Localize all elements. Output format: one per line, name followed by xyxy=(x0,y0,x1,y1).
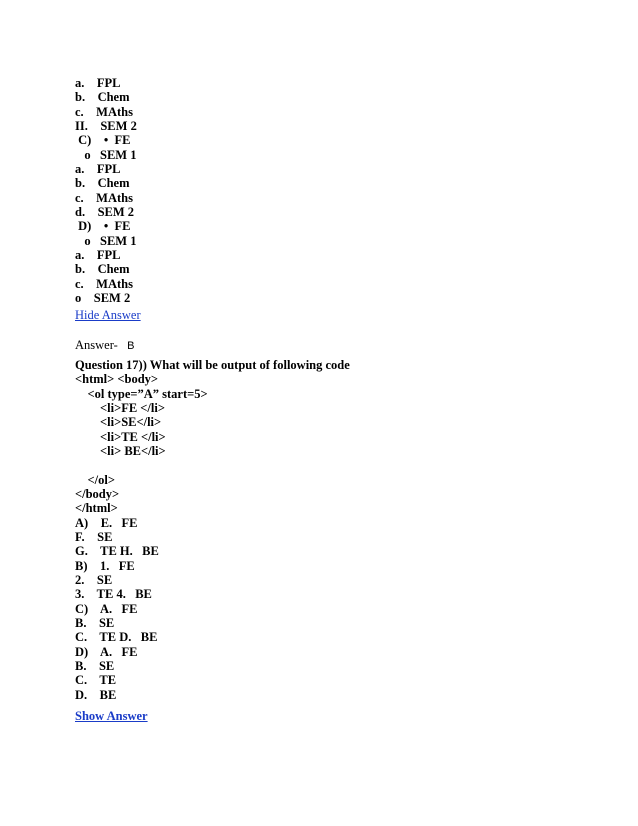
option-line: A) E. FE xyxy=(75,515,138,530)
code-line: </body> xyxy=(75,486,120,501)
option-list-block xyxy=(75,76,595,306)
question-title: Question 17)) What will be output of following code xyxy=(75,357,350,372)
option-line: 2. SE xyxy=(75,573,113,587)
answer-label: Answer- xyxy=(75,337,118,352)
list-line: o SEM 1 xyxy=(75,147,137,162)
hide-answer-link[interactable]: Hide Answer xyxy=(75,307,141,322)
code-line: <ol type=”A” start=5> xyxy=(75,386,208,401)
code-line: <li> BE</li> xyxy=(75,443,166,458)
list-line: d. SEM 2 xyxy=(75,205,135,220)
option-line: B) 1. FE xyxy=(75,558,135,573)
list-line: c. MAths xyxy=(75,104,133,119)
option-line: B. SE xyxy=(75,616,115,631)
answer-value: B xyxy=(127,339,135,352)
code-line: <li>TE </li> xyxy=(75,429,166,444)
answer-options-block xyxy=(75,516,595,702)
option-line: G. TE H. BE xyxy=(75,544,159,559)
option-line: C. TE xyxy=(75,673,117,688)
code-line: </html> xyxy=(75,501,118,516)
option-line: D) A. FE xyxy=(75,644,138,659)
list-line: b. Chem xyxy=(75,176,130,191)
list-line: a. FPL xyxy=(75,248,121,263)
code-line: <li>FE </li> xyxy=(75,400,165,415)
code-line xyxy=(75,458,595,472)
option-line: C) A. FE xyxy=(75,601,138,616)
list-line: c. MAths xyxy=(75,190,133,205)
list-line: D) • FE xyxy=(75,219,131,234)
list-line: a. FPL xyxy=(75,76,121,90)
list-line: II. SEM 2 xyxy=(75,119,137,134)
code-line: <li>SE</li> xyxy=(75,415,162,430)
list-line: o SEM 1 xyxy=(75,233,137,248)
code-block xyxy=(75,372,595,515)
list-line: C) • FE xyxy=(75,133,131,148)
option-line: 3. TE 4. BE xyxy=(75,587,152,602)
option-line: D. BE xyxy=(75,687,117,702)
list-line: a. FPL xyxy=(75,162,121,177)
answer-line xyxy=(75,338,595,353)
option-line: B. SE xyxy=(75,659,115,674)
option-line: C. TE D. BE xyxy=(75,630,158,645)
list-line: o SEM 2 xyxy=(75,291,131,306)
code-line: </ol> xyxy=(75,472,115,487)
content-column xyxy=(75,76,595,725)
option-line: F. SE xyxy=(75,529,113,544)
show-answer-link[interactable]: Show Answer xyxy=(75,709,148,724)
list-line: b. Chem xyxy=(75,262,130,277)
list-line: c. MAths xyxy=(75,276,133,291)
code-line: <html> <body> xyxy=(75,372,159,387)
list-line: b. Chem xyxy=(75,90,130,105)
